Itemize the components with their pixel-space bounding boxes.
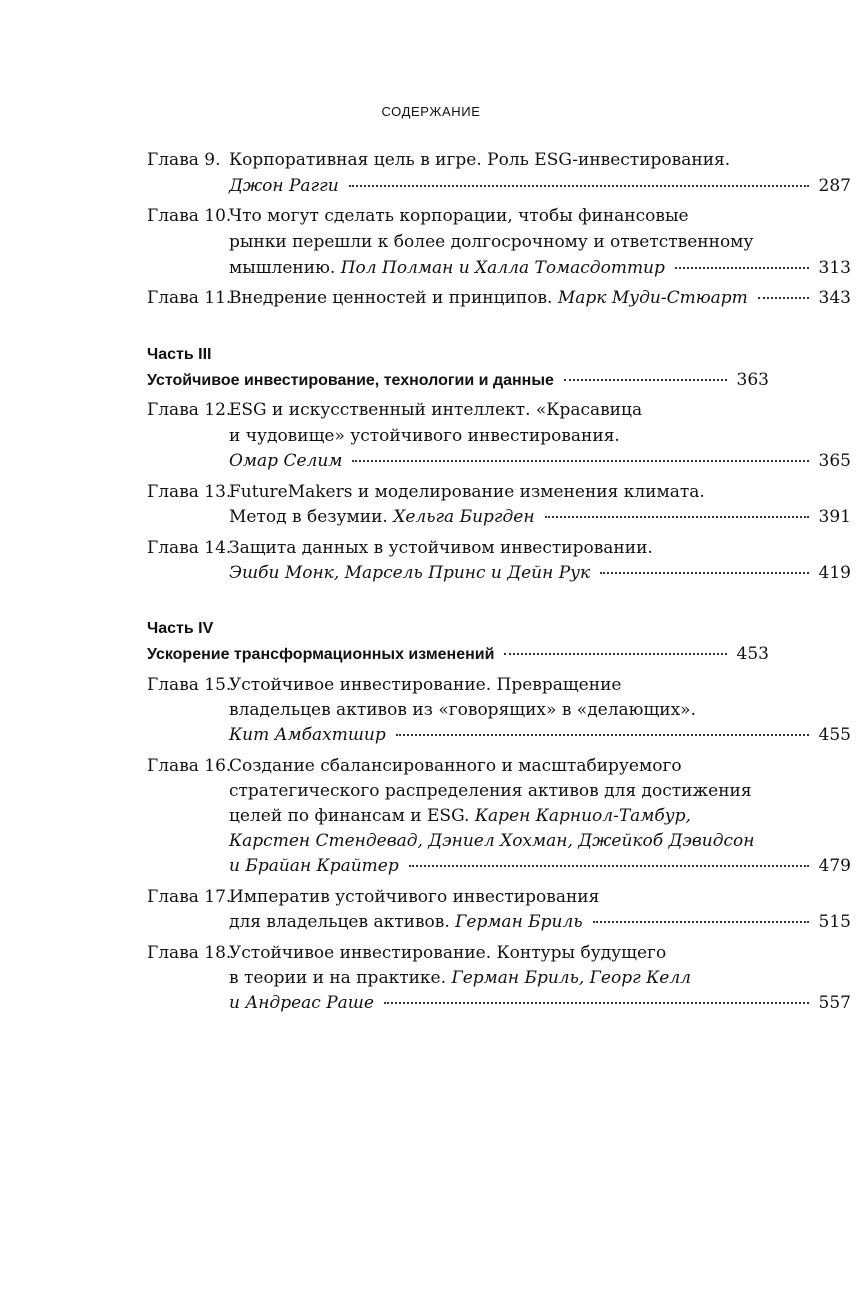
- chapter-title: Устойчивое инвестирование. Контуры будущего: [229, 943, 667, 963]
- running-header: СОДЕРЖАНИЕ: [381, 104, 481, 119]
- chapter-title: Защита данных в устойчивом инвестировании.: [229, 538, 653, 558]
- page-number[interactable]: 343: [818, 288, 851, 308]
- chapter-author: Герман Бриль, Георг Келл: [451, 968, 691, 988]
- chapter-label: Глава 16.: [147, 756, 232, 776]
- chapter-author: Пол Полман и Халла Томасдоттир: [340, 258, 665, 278]
- page-number[interactable]: 419: [818, 563, 851, 583]
- chapter-author: Марк Муди-Стюарт: [557, 288, 748, 308]
- chapter-author: Герман Бриль: [455, 912, 583, 932]
- page-number[interactable]: 313: [818, 258, 851, 278]
- chapter-title: целей по финансам и ESG.: [229, 806, 470, 826]
- dot-leader: [384, 1001, 809, 1004]
- chapter-title: для владельцев активов.: [229, 912, 450, 932]
- chapter-author: Эшби Монк, Марсель Принс и Дейн Рук: [229, 563, 591, 583]
- chapter-title: Устойчивое инвестирование. Превращение: [229, 675, 622, 695]
- page-number[interactable]: 455: [818, 725, 851, 745]
- chapter-author: Джон Рагги: [229, 176, 339, 196]
- dot-leader: [396, 733, 809, 736]
- dot-leader: [504, 652, 727, 655]
- chapter-title: ESG и искусственный интеллект. «Красавица: [229, 400, 643, 420]
- dot-leader: [409, 864, 809, 867]
- chapter-title: Метод в безумии.: [229, 507, 388, 527]
- chapter-title: Создание сбалансированного и масштабируемого: [229, 756, 682, 776]
- page-number[interactable]: 287: [818, 176, 851, 196]
- chapter-label: Глава 10.: [147, 206, 232, 226]
- chapter-title: FutureMakers и моделирование изменения климата.: [229, 482, 705, 502]
- part-label: Часть III: [147, 346, 212, 363]
- chapter-title: Корпоративная цель в игре. Роль ESG-инвестирования.: [229, 150, 731, 170]
- dot-leader: [545, 515, 809, 518]
- chapter-label: Глава 9.: [147, 150, 221, 170]
- chapter-title: в теории и на практике.: [229, 968, 447, 988]
- part-label: Часть IV: [147, 620, 214, 637]
- chapter-author: и Брайан Крайтер: [229, 856, 399, 876]
- chapter-author: Карен Карниол-Тамбур,: [474, 806, 691, 826]
- chapter-title: Внедрение ценностей и принципов.: [229, 288, 553, 308]
- dot-leader: [600, 571, 809, 574]
- page-number[interactable]: 365: [818, 451, 851, 471]
- chapter-label: Глава 12.: [147, 400, 232, 420]
- chapter-author: Хельга Биргден: [393, 507, 535, 527]
- chapter-label: Глава 13.: [147, 482, 232, 502]
- page-number[interactable]: 363: [736, 370, 769, 390]
- chapter-label: Глава 11.: [147, 288, 232, 308]
- dot-leader: [349, 184, 809, 187]
- chapter-author: Омар Селим: [229, 451, 343, 471]
- dot-leader: [758, 296, 809, 299]
- dot-leader: [564, 378, 727, 381]
- chapter-author: Кит Амбахтшир: [229, 725, 386, 745]
- chapter-author: Карстен Стендевад, Дэниел Хохман, Джейкоб Дэвидсон: [229, 831, 755, 851]
- part-title: Ускорение трансформационных изменений: [147, 646, 495, 663]
- dot-leader: [675, 266, 809, 269]
- chapter-label: Глава 17.: [147, 887, 232, 907]
- page-number[interactable]: 453: [736, 644, 769, 664]
- page-number[interactable]: 515: [818, 912, 851, 932]
- dot-leader: [352, 459, 809, 462]
- chapter-title: и чудовище» устойчивого инвестирования.: [229, 426, 620, 446]
- dot-leader: [593, 920, 809, 923]
- chapter-author: и Андреас Раше: [229, 993, 374, 1013]
- chapter-title: Императив устойчивого инвестирования: [229, 887, 600, 907]
- chapter-label: Глава 18.: [147, 943, 232, 963]
- chapter-title: рынки перешли к более долгосрочному и ответственному: [229, 232, 754, 252]
- chapter-title: Что могут сделать корпорации, чтобы финансовые: [229, 206, 689, 226]
- part-title: Устойчивое инвестирование, технологии и данные: [147, 372, 554, 389]
- page-number[interactable]: 391: [818, 507, 851, 527]
- chapter-title: владельцев активов из «говорящих» в «делающих».: [229, 700, 696, 720]
- chapter-label: Глава 15.: [147, 675, 232, 695]
- page-number[interactable]: 557: [818, 993, 851, 1013]
- chapter-label: Глава 14.: [147, 538, 232, 558]
- page-number[interactable]: 479: [818, 856, 851, 876]
- chapter-title: мышлению.: [229, 258, 336, 278]
- chapter-title: стратегического распределения активов для достижения: [229, 781, 752, 801]
